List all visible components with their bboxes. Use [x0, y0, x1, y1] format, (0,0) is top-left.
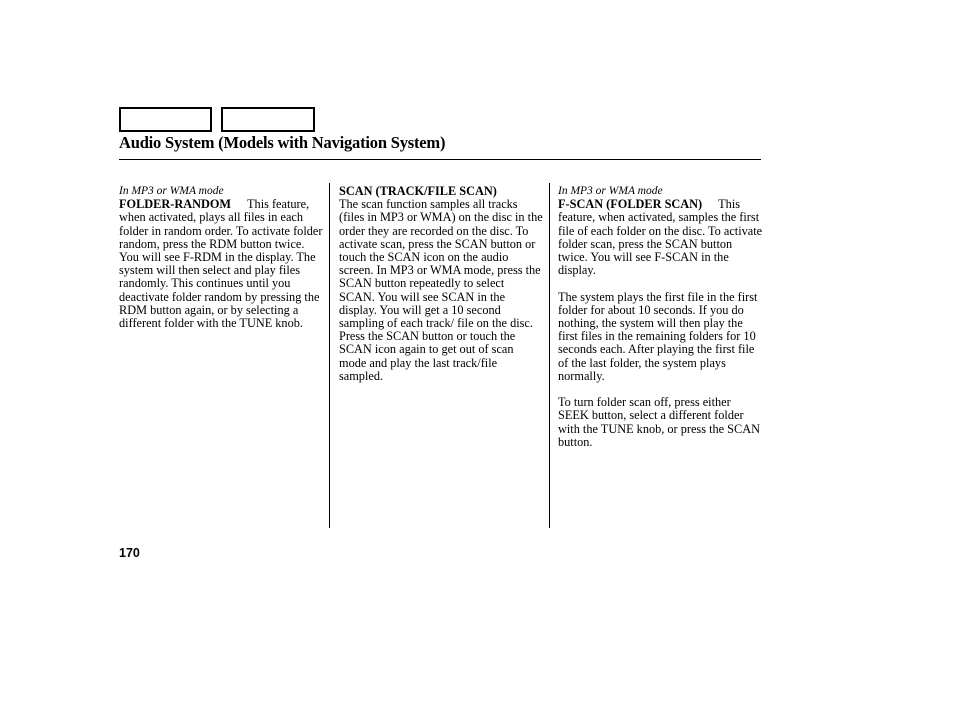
header-tab-box-right	[221, 107, 315, 132]
folder-scan-heading: F-SCAN (FOLDER SCAN)	[558, 197, 703, 212]
scan-body: The scan function samples all tracks (files in MP3 or WMA) on the disc in the order they are recorded on the disc. To activate scan, press the SCAN button or touch the SCAN icon on the audio screen. In MP3 or WMA mode, press the SCAN button repeatedly to select SCAN. You will see SCAN in the display. You will get a 10 second sampling of each track/ file on the disc. Press the SCAN button or touch the SCAN icon again to get out of scan mode and play the last track/file sampled.	[339, 197, 543, 383]
scan-heading: SCAN (TRACK/FILE SCAN)	[339, 184, 497, 198]
folder-random-condition: In MP3 or WMA mode	[119, 185, 224, 197]
folder-random-heading: FOLDER-RANDOM	[119, 197, 232, 212]
folder-scan-paragraph-2: The system plays the first file in the first folder for about 10 seconds. If you do nothing, the system will then play the first files in the remaining folders for 10 seconds each. After playing the first file of the last folder, the system plays normally.	[558, 289, 758, 383]
folder-random-body: This feature, when activated, plays all files in each folder in random order. To activate folder random, press the RDM button twice. You will see F-RDM in the display. The system will then select and play files randomly. This continues until you deactivate folder random by pressing the RDM button again, or by selecting a different folder with the TUNE knob.	[119, 197, 323, 331]
folder-scan-paragraph-3: To turn folder scan off, press either SEEK button, select a different folder with the TUNE knob, or press the SCAN button.	[558, 395, 760, 449]
folder-scan-condition: In MP3 or WMA mode	[558, 185, 663, 197]
header-divider	[119, 159, 761, 160]
column-folder-random	[119, 185, 324, 330]
folder-scan-body-intro: This feature, when activated, samples the first file of each folder on the disc. To activate folder scan, press the SCAN button twice. You will see F-SCAN in the display.	[558, 197, 763, 278]
column-scan	[339, 185, 543, 383]
header-tab-box-left	[119, 107, 212, 132]
folder-scan-paragraph-1	[558, 198, 763, 277]
page-title: Audio System (Models with Navigation System)	[119, 133, 446, 152]
column-divider-1	[329, 183, 330, 528]
page-number: 170	[119, 546, 140, 560]
column-folder-scan	[558, 185, 763, 449]
column-divider-2	[549, 183, 550, 528]
folder-random-paragraph	[119, 198, 324, 330]
